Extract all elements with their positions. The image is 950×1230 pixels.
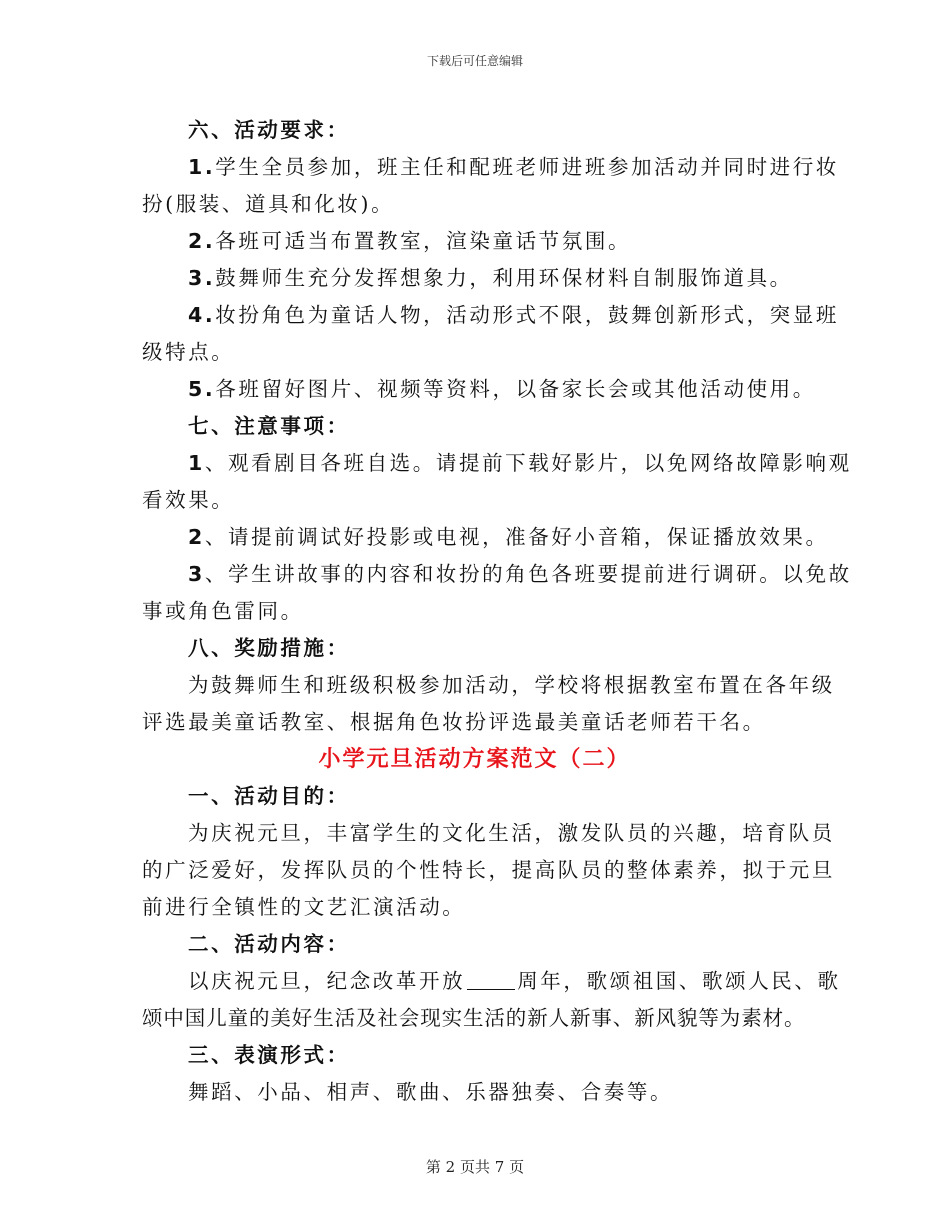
page-footer: 第 2 页共 7 页	[425, 1158, 525, 1176]
paragraph-line: 前进行全镇性的文艺汇演活动。	[142, 895, 466, 919]
section-heading-content: 二、活动内容：	[188, 932, 350, 956]
list-item-continued: 看效果。	[142, 488, 235, 512]
list-item: 1.学生全员参加，班主任和配班老师进班参加活动并同时进行妆	[188, 155, 839, 179]
paragraph-line: 为鼓舞师生和班级积极参加活动，学校将根据教室布置在各年级	[188, 673, 835, 697]
section-heading-notes: 七、注意事项：	[188, 414, 350, 438]
section-heading-requirements: 六、活动要求：	[188, 118, 350, 142]
list-item-continued: 级特点。	[142, 340, 235, 364]
document-body	[142, 112, 852, 1111]
paragraph-line: 的广泛爱好，发挥队员的个性特长，提高队员的整体素养，拟于元旦	[142, 858, 835, 882]
section-heading-format: 三、表演形式：	[188, 1043, 350, 1067]
list-item: 3、学生讲故事的内容和妆扮的角色各班要提前进行调研。以免故	[188, 562, 852, 586]
paragraph-line: 以庆祝元旦，纪念改革开放 周年，歌颂祖国、歌颂人民、歌	[188, 969, 841, 993]
list-item: 4.妆扮角色为童话人物，活动形式不限，鼓舞创新形式，突显班	[188, 303, 839, 327]
paragraph-line: 颂中国儿童的美好生活及社会现实生活的新人新事、新风貌等为素材。	[142, 1006, 806, 1030]
list-item: 5.各班留好图片、视频等资料，以备家长会或其他活动使用。	[188, 377, 816, 401]
paragraph-line: 为庆祝元旦，丰富学生的文化生活，激发队员的兴趣，培育队员	[188, 821, 835, 845]
paragraph-line: 评选最美童话教室、根据角色妆扮评选最美童话老师若干名。	[142, 710, 766, 734]
list-item: 2、请提前调试好投影或电视，准备好小音箱，保证播放效果。	[188, 525, 829, 549]
page-header: 下载后可任意编辑	[426, 54, 523, 68]
paragraph-line: 舞蹈、小品、相声、歌曲、乐器独奏、合奏等。	[188, 1080, 674, 1104]
list-item: 2.各班可适当布置教室，渲染童话节氛围。	[188, 229, 632, 253]
section-heading-purpose: 一、活动目的：	[188, 784, 350, 808]
list-item-continued: 扮(服装、道具和化妆)。	[142, 192, 395, 216]
section-heading-rewards: 八、奖励措施：	[188, 636, 350, 660]
list-item: 3.鼓舞师生充分发挥想象力，利用环保材料自制服饰道具。	[188, 266, 793, 290]
list-item: 1、观看剧目各班自选。请提前下载好影片，以免网络故障影响观	[188, 451, 852, 475]
document-title: 小学元旦活动方案范文（二）	[318, 747, 631, 772]
fill-in-blank	[467, 967, 515, 990]
list-item-continued: 事或角色雷同。	[142, 599, 304, 623]
